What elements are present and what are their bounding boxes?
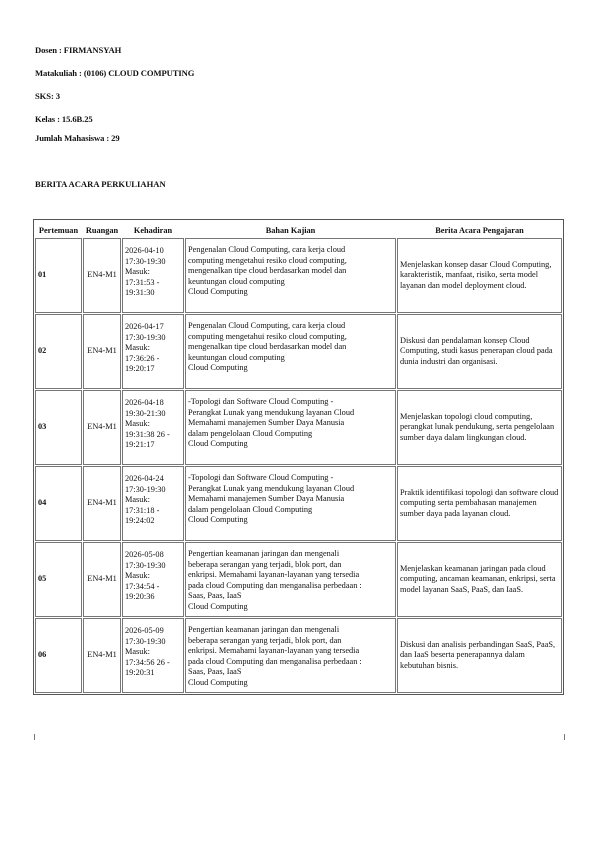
ruangan-cell: EN4-M1 [83,238,121,313]
pertemuan-cell: 05 [35,542,82,617]
ruangan-cell: EN4-M1 [83,466,121,541]
ruangan-cell: EN4-M1 [83,390,121,465]
berita-acara-cell: Diskusi dan analisis perbandingan SaaS, PaaS, dan IaaS beserta penerapannya dalam kebutuhan bisnis. [397,618,562,693]
ruangan-cell: EN4-M1 [83,618,121,693]
page-title: BERITA ACARA PERKULIAHAN [35,179,166,189]
berita-acara-cell: Praktik identifikasi topologi dan software cloud computing serta pembahasan manajemen sumber daya pada layanan cloud. [397,466,562,541]
pertemuan-cell: 06 [35,618,82,693]
bahan-kajian-cell: Pengenalan Cloud Computing, cara kerja cloud computing mengetahui resiko cloud computing, mengenalkan tipe cloud berdasarkan model dan keuntungan cloud computing Cloud Computing [185,238,396,313]
bahan-kajian-cell: Pengertian keamanan jaringan dan mengenali beberapa serangan yang terjadi, blok port, dan enkripsi. Memahami layanan-layanan yang tersedia pada cloud Computing dan menganalisa perbedaan : Saas, Paas, IaaS Cloud Computing [185,618,396,693]
berita-acara-cell: Menjelaskan topologi cloud computing, perangkat lunak pendukung, serta pengelolaan sumber daya dalam lingkungan cloud. [397,390,562,465]
bahan-kajian-cell: Pengenalan Cloud Computing, cara kerja cloud computing mengetahui resiko cloud computing, mengenalkan tipe cloud berdasarkan model dan keuntungan cloud computing Cloud Computing [185,314,396,389]
col-header-ruangan: Ruangan [85,225,119,235]
table-row [35,542,562,617]
col-header-bahan-kajian: Bahan Kajian [265,225,316,235]
berita-acara-table [33,219,564,695]
col-header-berita-acara: Berita Acara Pengajaran [435,225,524,235]
berita-acara-cell: Menjelaskan konsep dasar Cloud Computing, karakteristik, manfaat, risiko, serta model layanan dan model deployment cloud. [397,238,562,313]
kehadiran-cell: 2026-05-09 17:30-19:30 Masuk: 17:34:56 26 - 19:20:31 [122,618,184,693]
table-header-row [35,221,562,237]
kehadiran-cell: 2026-04-17 17:30-19:30 Masuk: 17:36:26 - 19:20:17 [122,314,184,389]
ruangan-cell: EN4-M1 [83,542,121,617]
table-row [35,466,562,541]
col-header-pertemuan: Pertemuan [38,225,79,235]
matakuliah-label: Matakuliah : (0106) CLOUD COMPUTING [35,68,195,78]
table-continuation-edge [34,734,565,740]
dosen-label: Dosen : FIRMANSYAH [35,45,122,55]
table-row [35,238,562,313]
kehadiran-cell: 2026-04-24 17:30-19:30 Masuk: 17:31:18 - 19:24:02 [122,466,184,541]
table-row [35,390,562,465]
berita-acara-cell: Diskusi dan pendalaman konsep Cloud Computing, studi kasus penerapan cloud pada dunia industri dan organisasi. [397,314,562,389]
kehadiran-cell: 2026-05-08 17:30-19:30 Masuk: 17:34:54 - 19:20:36 [122,542,184,617]
pertemuan-cell: 03 [35,390,82,465]
bahan-kajian-cell: Pengertian keamanan jaringan dan mengenali beberapa serangan yang terjadi, blok port, dan enkripsi. Memahami layanan-layanan yang tersedia pada cloud Computing dan menganalisa perbedaan : Saas, Paas, IaaS Cloud Computing [185,542,396,617]
table-row [35,618,562,693]
kelas-label: Kelas : 15.6B.25 [35,114,93,124]
sks-label: SKS: 3 [35,91,60,101]
kehadiran-cell: 2026-04-18 19:30-21:30 Masuk: 19:31:38 26 - 19:21:17 [122,390,184,465]
berita-acara-table-container [33,219,562,695]
jumlah-mahasiswa-label: Jumlah Mahasiswa : 29 [35,133,120,143]
pertemuan-cell: 02 [35,314,82,389]
berita-acara-cell: Menjelaskan keamanan jaringan pada cloud computing, ancaman keamanan, enkripsi, serta model layanan SaaS, PaaS, dan IaaS. [397,542,562,617]
ruangan-cell: EN4-M1 [83,314,121,389]
bahan-kajian-cell: -Topologi dan Software Cloud Computing - Perangkat Lunak yang mendukung layanan Cloud Memahami manajemen Sumber Daya Manusia dalam pengelolaan Cloud Computing Cloud Computing [185,466,396,541]
table-row [35,314,562,389]
bahan-kajian-cell: -Topologi dan Software Cloud Computing - Perangkat Lunak yang mendukung layanan Cloud Memahami manajemen Sumber Daya Manusia dalam pengelolaan Cloud Computing Cloud Computing [185,390,396,465]
kehadiran-cell: 2026-04-10 17:30-19:30 Masuk: 17:31:53 - 19:31:30 [122,238,184,313]
col-header-kehadiran: Kehadiran [133,225,173,235]
pertemuan-cell: 01 [35,238,82,313]
pertemuan-cell: 04 [35,466,82,541]
